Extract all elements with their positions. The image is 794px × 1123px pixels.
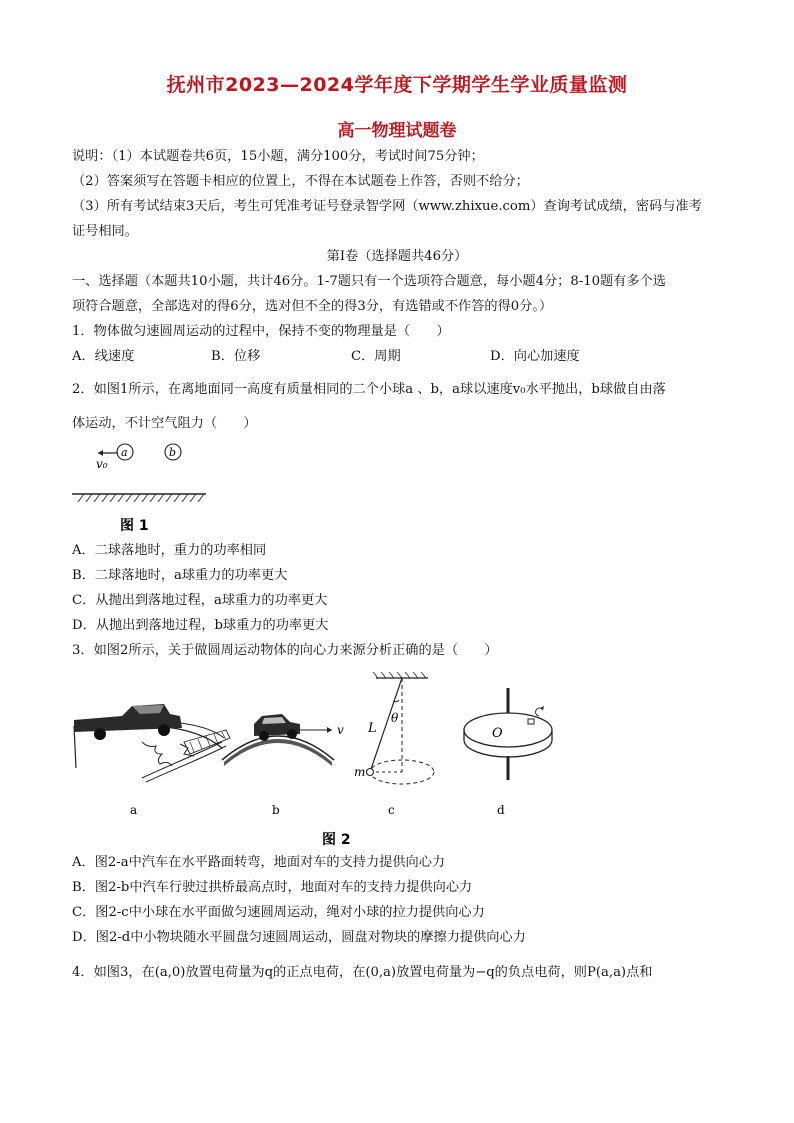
exam-subtitle: 高一物理试题卷 bbox=[337, 121, 457, 141]
figure-2d-label: d bbox=[497, 803, 505, 817]
figure-2b-car-arch-bridge bbox=[222, 714, 334, 766]
instruction-line: （2）答案须写在答题卡相应的位置上，不得在本试题卷上作答，否则不给分； bbox=[72, 174, 529, 189]
figure-1 bbox=[72, 438, 212, 534]
section-intro: 项符合题意，全部选对的得6分，选对但不全的得3分，有选错或不作答的得0分。） bbox=[72, 299, 553, 314]
section-intro: 一、选择题（本题共10小题，共计46分。1-7题只有一个选项符合题意，每小题4分；8-10题有多个选 bbox=[72, 274, 666, 289]
q3-option-a: A．图2-a中汽车在水平路面转弯，地面对车的支持力提供向心力 bbox=[72, 855, 446, 870]
figure-2a-label: a bbox=[130, 803, 138, 817]
q2-option-b: B．二球落地时，a球重力的功率更大 bbox=[72, 568, 288, 583]
ball-a-label: a bbox=[121, 446, 128, 459]
q1-stem: 1．物体做匀速圆周运动的过程中，保持不变的物理量是（ ） bbox=[72, 324, 450, 339]
center-o-label: O bbox=[492, 726, 503, 741]
q1-option-d: D．向心加速度 bbox=[490, 349, 580, 364]
figure-2-caption: 图 2 bbox=[322, 832, 351, 848]
q3-option-d: D．图2-d中小物块随水平圆盘匀速圆周运动，圆盘对物块的摩擦力提供向心力 bbox=[72, 930, 526, 945]
v0-arrow bbox=[98, 450, 118, 456]
q3-stem: 3．如图2所示，关于做圆周运动物体的向心力来源分析正确的是（ ） bbox=[72, 643, 498, 658]
instruction-line: 说明：（1）本试题卷共6页，15小题，满分100分，考试时间75分钟； bbox=[72, 149, 484, 164]
section-title: 第Ⅰ卷（选择题共46分） bbox=[326, 249, 468, 264]
q2-option-a: A．二球落地时，重力的功率相同 bbox=[72, 543, 267, 558]
q2-stem: 体运动，不计空气阻力（ ） bbox=[72, 416, 257, 431]
q1-option-a: A．线速度 bbox=[72, 349, 135, 364]
instruction-line: 证号相同。 bbox=[72, 224, 138, 239]
length-label: L bbox=[368, 721, 377, 736]
v0-label: v₀ bbox=[96, 457, 108, 471]
q4-stem: 4．如图3，在(a,0)放置电荷量为q的正点电荷，在(0,a)放置电荷量为−q的负点电荷，则P(a,a)点和 bbox=[72, 965, 653, 980]
velocity-label: v bbox=[337, 723, 344, 737]
figure-2a-car-turning bbox=[74, 704, 230, 782]
figure-2 bbox=[72, 668, 632, 848]
exam-title: 抚州市2023—2024学年度下学期学生学业质量监测 bbox=[166, 74, 628, 96]
instruction-line: （3）所有考试结束3天后，考生可凭准考证号登录智学网（www.zhixue.com）查询考试成绩，密码与准考 bbox=[72, 199, 702, 214]
ground bbox=[72, 494, 206, 502]
q3-option-b: B．图2-b中汽车行驶过拱桥最高点时，地面对车的支持力提供向心力 bbox=[72, 880, 473, 895]
q2-stem: 2．如图1所示，在离地面同一高度有质量相同的二个小球a 、b，a球以速度v₀水平抛出，b球做自由落 bbox=[72, 382, 666, 397]
figure-2b-label: b bbox=[272, 803, 280, 817]
q1-option-b: B．位移 bbox=[211, 349, 261, 364]
ball-b-label: b bbox=[169, 446, 177, 459]
q1-option-c: C．周期 bbox=[351, 349, 401, 364]
figure-1-caption: 图 1 bbox=[120, 518, 149, 534]
q2-option-d: D．从抛出到落地过程，b球重力的功率更大 bbox=[72, 618, 329, 633]
figure-2c-label: c bbox=[388, 803, 395, 817]
mass-label: m bbox=[354, 765, 366, 779]
q2-option-c: C．从抛出到落地过程，a球重力的功率更大 bbox=[72, 593, 328, 608]
figure-2d-rotating-disc bbox=[464, 688, 552, 780]
q3-option-c: C．图2-c中小球在水平面做匀速圆周运动，绳对小球的拉力提供向心力 bbox=[72, 905, 485, 920]
theta-label: θ bbox=[391, 711, 399, 725]
velocity-arrow bbox=[300, 727, 332, 733]
